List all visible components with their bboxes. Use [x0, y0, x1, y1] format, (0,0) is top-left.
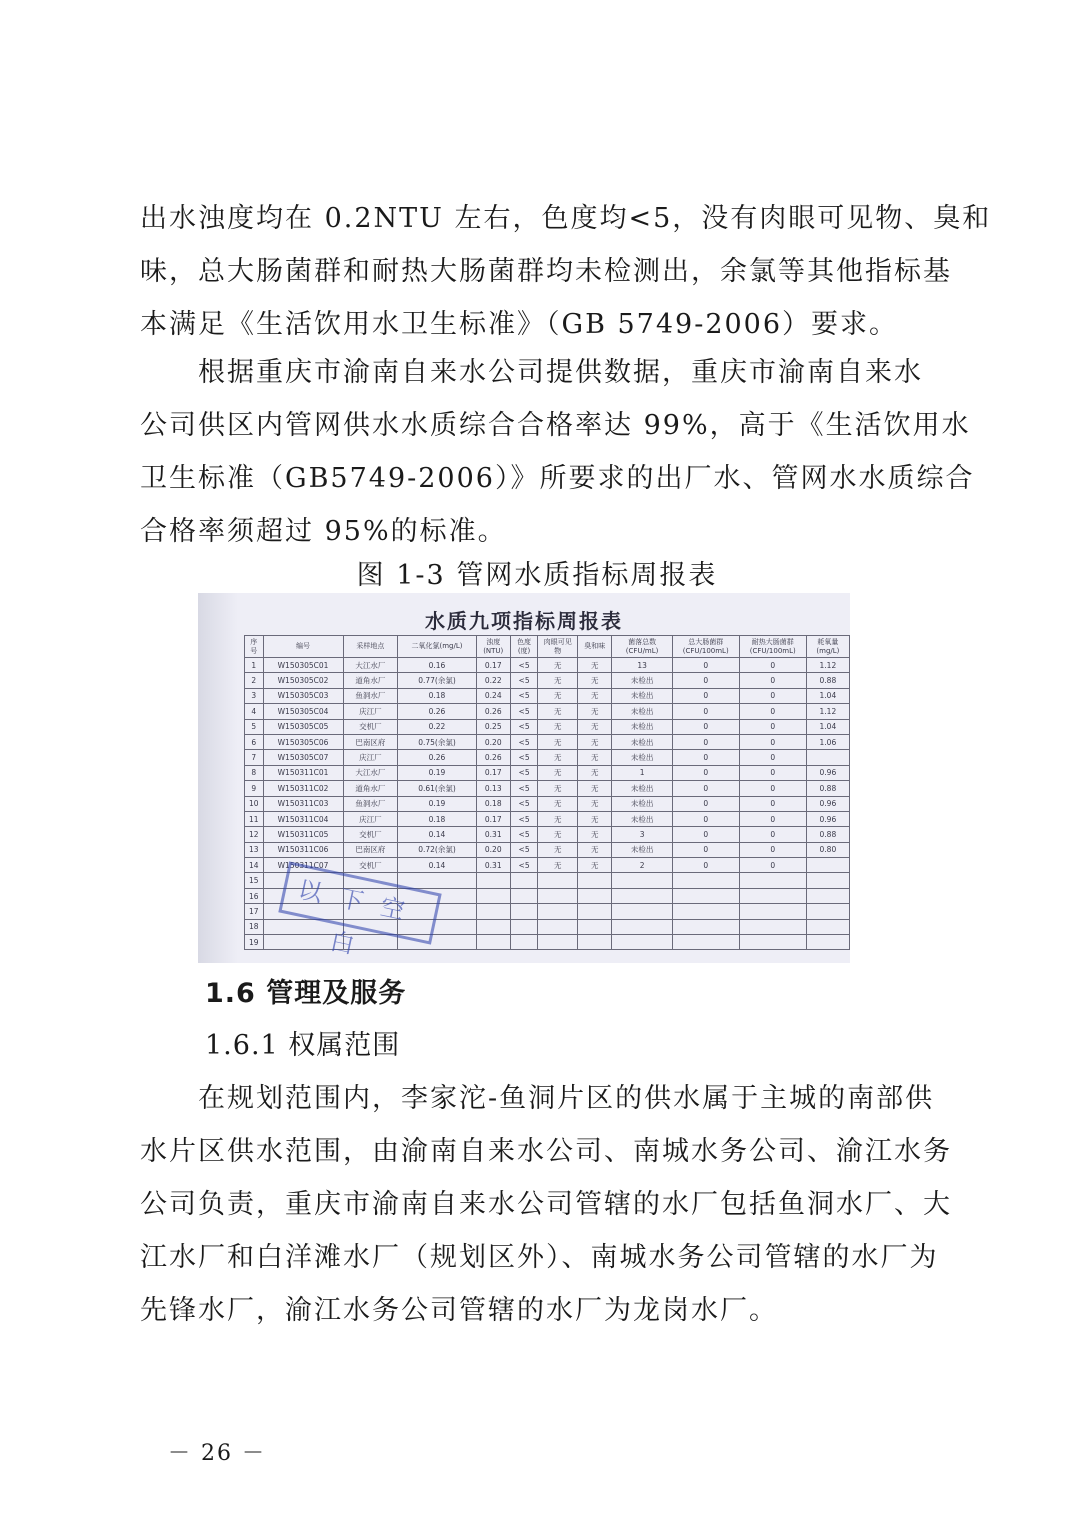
- table-cell: [476, 919, 510, 934]
- table-cell: [806, 873, 849, 888]
- table-cell: 大江水厂: [343, 765, 398, 780]
- page-number: － 26 －: [168, 1441, 266, 1466]
- table-cell: 交机厂: [343, 719, 398, 734]
- table-cell: 未检出: [612, 734, 672, 749]
- table-cell: 0: [672, 765, 739, 780]
- table-cell: 0.88: [806, 827, 849, 842]
- table-row: [245, 734, 850, 749]
- table-cell: 0: [672, 842, 739, 857]
- table-row: [245, 704, 850, 719]
- table-cell: 0: [739, 750, 806, 765]
- table-cell: [538, 888, 578, 903]
- table-cell: 0.88: [806, 781, 849, 796]
- table-cell: 无: [578, 781, 612, 796]
- table-cell: 16: [245, 888, 264, 903]
- table-cell: 无: [538, 719, 578, 734]
- table-cell: 0.14: [398, 827, 477, 842]
- table-cell: 大江水厂: [343, 658, 398, 673]
- table-cell: [806, 750, 849, 765]
- table-cell: 庆江厂: [343, 704, 398, 719]
- table-cell: 2: [612, 858, 672, 873]
- report-title: 水质九项指标周报表: [425, 609, 623, 633]
- table-cell: 无: [538, 704, 578, 719]
- table-cell: W150305C07: [263, 750, 343, 765]
- table-cell: 巴南区府: [343, 734, 398, 749]
- table-cell: <5: [510, 688, 538, 703]
- table-cell: W150305C04: [263, 704, 343, 719]
- table-cell: 0.16: [398, 658, 477, 673]
- table-cell: 无: [578, 688, 612, 703]
- table-cell: 2: [245, 673, 264, 688]
- table-cell: 0: [672, 858, 739, 873]
- table-cell: 0: [739, 842, 806, 857]
- table-cell: 0.18: [476, 796, 510, 811]
- table-cell: W150305C05: [263, 719, 343, 734]
- table-cell: 无: [538, 658, 578, 673]
- table-cell: 0: [672, 658, 739, 673]
- table-cell: 未检出: [612, 704, 672, 719]
- table-cell: 无: [538, 765, 578, 780]
- table-row: [245, 796, 850, 811]
- table-cell: [510, 904, 538, 919]
- table-cell: [538, 904, 578, 919]
- table-cell: [739, 935, 806, 950]
- table-cell: 未检出: [612, 811, 672, 826]
- table-cell: 无: [578, 796, 612, 811]
- table-cell: [672, 873, 739, 888]
- table-cell: 0: [739, 673, 806, 688]
- table-cell: 无: [578, 673, 612, 688]
- table-cell: 11: [245, 811, 264, 826]
- table-cell: W150305C01: [263, 658, 343, 673]
- table-cell: 无: [538, 811, 578, 826]
- table-cell: 庆江厂: [343, 750, 398, 765]
- table-cell: 未检出: [612, 673, 672, 688]
- table-cell: [578, 919, 612, 934]
- paragraph-line: 出水浊度均在 0.2NTU 左右，色度均<5，没有肉眼可见物、臭和: [140, 203, 992, 234]
- table-cell: 交机厂: [343, 827, 398, 842]
- table-cell: [538, 873, 578, 888]
- table-cell: 0: [672, 796, 739, 811]
- table-cell: [538, 919, 578, 934]
- table-cell: W150305C06: [263, 734, 343, 749]
- table-cell: [510, 873, 538, 888]
- table-row: [245, 842, 850, 857]
- table-cell: 0.17: [476, 765, 510, 780]
- paragraph-line: 水片区供水范围，由渝南自来水公司、南城水务公司、渝江水务: [140, 1136, 952, 1167]
- table-cell: 0.31: [476, 858, 510, 873]
- table-cell: 无: [538, 827, 578, 842]
- table-cell: 无: [578, 827, 612, 842]
- table-cell: 5: [245, 719, 264, 734]
- table-cell: 0: [672, 827, 739, 842]
- table-cell: 0: [739, 658, 806, 673]
- report-header-cell: 编号: [263, 636, 343, 658]
- table-cell: 0: [739, 734, 806, 749]
- table-cell: [806, 919, 849, 934]
- table-cell: 7: [245, 750, 264, 765]
- table-cell: [510, 935, 538, 950]
- table-cell: <5: [510, 750, 538, 765]
- table-cell: 巴南区府: [343, 842, 398, 857]
- table-cell: 0.22: [398, 719, 477, 734]
- table-cell: 未检出: [612, 688, 672, 703]
- table-cell: 0: [672, 781, 739, 796]
- table-cell: 1.12: [806, 704, 849, 719]
- table-cell: 无: [538, 673, 578, 688]
- table-cell: 无: [578, 719, 612, 734]
- table-cell: 0: [739, 765, 806, 780]
- scanned-report-image: [198, 593, 850, 963]
- table-cell: [806, 904, 849, 919]
- table-cell: [739, 888, 806, 903]
- paragraph-3: [140, 1072, 952, 1337]
- table-cell: [672, 904, 739, 919]
- table-cell: 鱼洞水厂: [343, 688, 398, 703]
- table-cell: 无: [578, 811, 612, 826]
- table-cell: 无: [578, 842, 612, 857]
- section-heading: 1.6 管理及服务: [205, 978, 407, 1009]
- table-cell: [510, 919, 538, 934]
- table-cell: 无: [538, 750, 578, 765]
- table-cell: 18: [245, 919, 264, 934]
- table-cell: 0: [739, 719, 806, 734]
- table-cell: [578, 873, 612, 888]
- table-cell: 0: [739, 704, 806, 719]
- table-cell: 3: [245, 688, 264, 703]
- report-header-cell: 菌落总数(CFU/mL): [612, 636, 672, 658]
- table-row: [245, 688, 850, 703]
- table-cell: [612, 873, 672, 888]
- table-cell: 0.17: [476, 811, 510, 826]
- table-cell: 0.96: [806, 765, 849, 780]
- table-cell: 无: [578, 734, 612, 749]
- table-cell: 未检出: [612, 719, 672, 734]
- table-row: [245, 750, 850, 765]
- table-row: [245, 765, 850, 780]
- table-cell: 0.26: [398, 704, 477, 719]
- table-cell: [612, 919, 672, 934]
- table-cell: <5: [510, 719, 538, 734]
- table-cell: <5: [510, 811, 538, 826]
- table-cell: 0.20: [476, 734, 510, 749]
- table-cell: [612, 935, 672, 950]
- paragraph-2: [140, 346, 975, 558]
- table-cell: 0.61(余氯): [398, 781, 477, 796]
- table-cell: 0: [739, 796, 806, 811]
- table-cell: 0.88: [806, 673, 849, 688]
- table-cell: 无: [578, 750, 612, 765]
- table-cell: 10: [245, 796, 264, 811]
- table-cell: 0: [739, 811, 806, 826]
- subsection-heading: 1.6.1 权属范围: [205, 1030, 401, 1061]
- table-cell: [672, 919, 739, 934]
- table-cell: 1: [612, 765, 672, 780]
- table-cell: [739, 904, 806, 919]
- table-row: [245, 811, 850, 826]
- paragraph-line: 江水厂和白洋滩水厂（规划区外）、南城水务公司管辖的水厂为: [140, 1242, 939, 1273]
- table-cell: 无: [538, 688, 578, 703]
- table-cell: 0.77(余氯): [398, 673, 477, 688]
- table-cell: 未检出: [612, 781, 672, 796]
- report-header-cell: 耗氧量(mg/L): [806, 636, 849, 658]
- paragraph-line: 本满足《生活饮用水卫生标准》（GB 5749-2006）要求。: [140, 309, 899, 340]
- table-row: [245, 781, 850, 796]
- table-cell: [510, 888, 538, 903]
- figure-caption: 图 1-3 管网水质指标周报表: [356, 560, 718, 591]
- table-cell: 0.72(余氯): [398, 842, 477, 857]
- table-cell: 0.19: [398, 796, 477, 811]
- table-cell: 8: [245, 765, 264, 780]
- table-cell: W150311C01: [263, 765, 343, 780]
- table-cell: 12: [245, 827, 264, 842]
- table-cell: W150311C02: [263, 781, 343, 796]
- table-cell: 13: [612, 658, 672, 673]
- table-cell: 0.24: [476, 688, 510, 703]
- table-cell: [612, 904, 672, 919]
- table-cell: <5: [510, 765, 538, 780]
- paragraph-line: 合格率须超过 95%的标准。: [140, 516, 507, 547]
- paragraph-line: 在规划范围内，李家沱-鱼洞片区的供水属于主城的南部供: [140, 1083, 935, 1114]
- table-cell: 1.06: [806, 734, 849, 749]
- report-header-row: [245, 636, 850, 658]
- table-cell: 0: [739, 858, 806, 873]
- table-cell: 0: [672, 811, 739, 826]
- table-cell: 15: [245, 873, 264, 888]
- table-cell: <5: [510, 827, 538, 842]
- table-cell: 19: [245, 935, 264, 950]
- table-cell: 0: [672, 704, 739, 719]
- table-cell: 0.17: [476, 658, 510, 673]
- table-cell: W150311C06: [263, 842, 343, 857]
- table-cell: 1.04: [806, 719, 849, 734]
- table-cell: 无: [578, 704, 612, 719]
- table-cell: [806, 888, 849, 903]
- table-cell: 0.26: [476, 750, 510, 765]
- table-cell: [612, 888, 672, 903]
- table-cell: [476, 904, 510, 919]
- table-cell: 未检出: [612, 796, 672, 811]
- table-cell: 0: [672, 734, 739, 749]
- table-cell: 1.12: [806, 658, 849, 673]
- table-cell: 0.18: [398, 811, 477, 826]
- table-cell: 无: [578, 658, 612, 673]
- report-header-cell: 采样地点: [343, 636, 398, 658]
- table-cell: 9: [245, 781, 264, 796]
- report-header-cell: 二氧化氯(mg/L): [398, 636, 477, 658]
- table-cell: 1.04: [806, 688, 849, 703]
- table-row: [245, 673, 850, 688]
- report-header-cell: 总大肠菌群(CFU/100mL): [672, 636, 739, 658]
- table-cell: 0.25: [476, 719, 510, 734]
- table-cell: 无: [538, 858, 578, 873]
- paragraph-1: [140, 192, 992, 351]
- table-cell: 6: [245, 734, 264, 749]
- paragraph-line: 先锋水厂，渝江水务公司管辖的水厂为龙岗水厂。: [140, 1295, 778, 1326]
- table-row: [245, 719, 850, 734]
- table-cell: 0.31: [476, 827, 510, 842]
- table-cell: [739, 919, 806, 934]
- report-header-cell: 耐热大肠菌群(CFU/100mL): [739, 636, 806, 658]
- table-cell: <5: [510, 842, 538, 857]
- table-cell: [578, 935, 612, 950]
- table-cell: 0.80: [806, 842, 849, 857]
- report-header-cell: 浊度(NTU): [476, 636, 510, 658]
- table-cell: 0: [672, 719, 739, 734]
- table-cell: [538, 935, 578, 950]
- table-cell: 17: [245, 904, 264, 919]
- table-cell: 无: [538, 781, 578, 796]
- report-header-cell: 色度(度): [510, 636, 538, 658]
- table-cell: 未检出: [612, 842, 672, 857]
- table-cell: 0: [672, 688, 739, 703]
- table-cell: <5: [510, 781, 538, 796]
- table-cell: W150311C03: [263, 796, 343, 811]
- table-cell: W150305C03: [263, 688, 343, 703]
- table-cell: <5: [510, 734, 538, 749]
- table-cell: 3: [612, 827, 672, 842]
- table-row: [245, 827, 850, 842]
- table-cell: 未检出: [612, 750, 672, 765]
- report-header-cell: 臭和味: [578, 636, 612, 658]
- table-cell: 0.96: [806, 811, 849, 826]
- report-header-cell: 序号: [245, 636, 264, 658]
- table-cell: W150305C02: [263, 673, 343, 688]
- paragraph-line: 公司供区内管网供水水质综合合格率达 99%，高于《生活饮用水: [140, 410, 971, 441]
- table-cell: [476, 935, 510, 950]
- paragraph-line: 根据重庆市渝南自来水公司提供数据，重庆市渝南自来水: [140, 357, 923, 388]
- table-cell: 0: [739, 688, 806, 703]
- table-cell: 0.14: [398, 858, 477, 873]
- table-cell: <5: [510, 796, 538, 811]
- table-cell: [672, 888, 739, 903]
- table-cell: W150311C05: [263, 827, 343, 842]
- table-cell: 1: [245, 658, 264, 673]
- table-row: [245, 658, 850, 673]
- table-cell: 无: [578, 765, 612, 780]
- table-cell: <5: [510, 704, 538, 719]
- paragraph-line: 味，总大肠菌群和耐热大肠菌群均未检测出，余氯等其他指标基: [140, 256, 952, 287]
- table-cell: 0: [672, 750, 739, 765]
- table-cell: 无: [538, 796, 578, 811]
- table-cell: [476, 873, 510, 888]
- table-cell: 14: [245, 858, 264, 873]
- table-cell: W150311C04: [263, 811, 343, 826]
- table-cell: 0.20: [476, 842, 510, 857]
- scan-paper-edge: [198, 593, 238, 963]
- table-cell: [806, 858, 849, 873]
- table-cell: 0.75(余氯): [398, 734, 477, 749]
- table-cell: W150311C07: [263, 858, 343, 873]
- table-cell: 13: [245, 842, 264, 857]
- report-header-cell: 肉眼可见物: [538, 636, 578, 658]
- table-cell: 无: [578, 858, 612, 873]
- table-cell: 道角水厂: [343, 673, 398, 688]
- table-cell: [739, 873, 806, 888]
- stamp-blank-below: 以下空白: [278, 861, 441, 944]
- table-cell: 0: [739, 827, 806, 842]
- table-cell: [578, 888, 612, 903]
- table-cell: 无: [538, 734, 578, 749]
- table-cell: <5: [510, 658, 538, 673]
- table-cell: 庆江厂: [343, 811, 398, 826]
- table-cell: 0.13: [476, 781, 510, 796]
- paragraph-line: 卫生标准（GB5749-2006）》所要求的出厂水、管网水水质综合: [140, 463, 975, 494]
- table-cell: [578, 904, 612, 919]
- table-cell: 0.26: [476, 704, 510, 719]
- table-cell: 无: [538, 842, 578, 857]
- table-cell: <5: [510, 858, 538, 873]
- table-cell: 0: [672, 673, 739, 688]
- table-cell: 鱼洞水厂: [343, 796, 398, 811]
- paragraph-line: 公司负责，重庆市渝南自来水公司管辖的水厂包括鱼洞水厂、大: [140, 1189, 952, 1220]
- table-cell: 0.96: [806, 796, 849, 811]
- table-cell: [672, 935, 739, 950]
- table-cell: [806, 935, 849, 950]
- table-cell: 0.22: [476, 673, 510, 688]
- table-cell: 0.19: [398, 765, 477, 780]
- table-cell: 0.26: [398, 750, 477, 765]
- table-cell: 道角水厂: [343, 781, 398, 796]
- table-cell: 0.18: [398, 688, 477, 703]
- table-cell: 4: [245, 704, 264, 719]
- table-cell: [476, 888, 510, 903]
- table-cell: 0: [739, 781, 806, 796]
- table-cell: <5: [510, 673, 538, 688]
- table-cell: 交机厂: [343, 858, 398, 873]
